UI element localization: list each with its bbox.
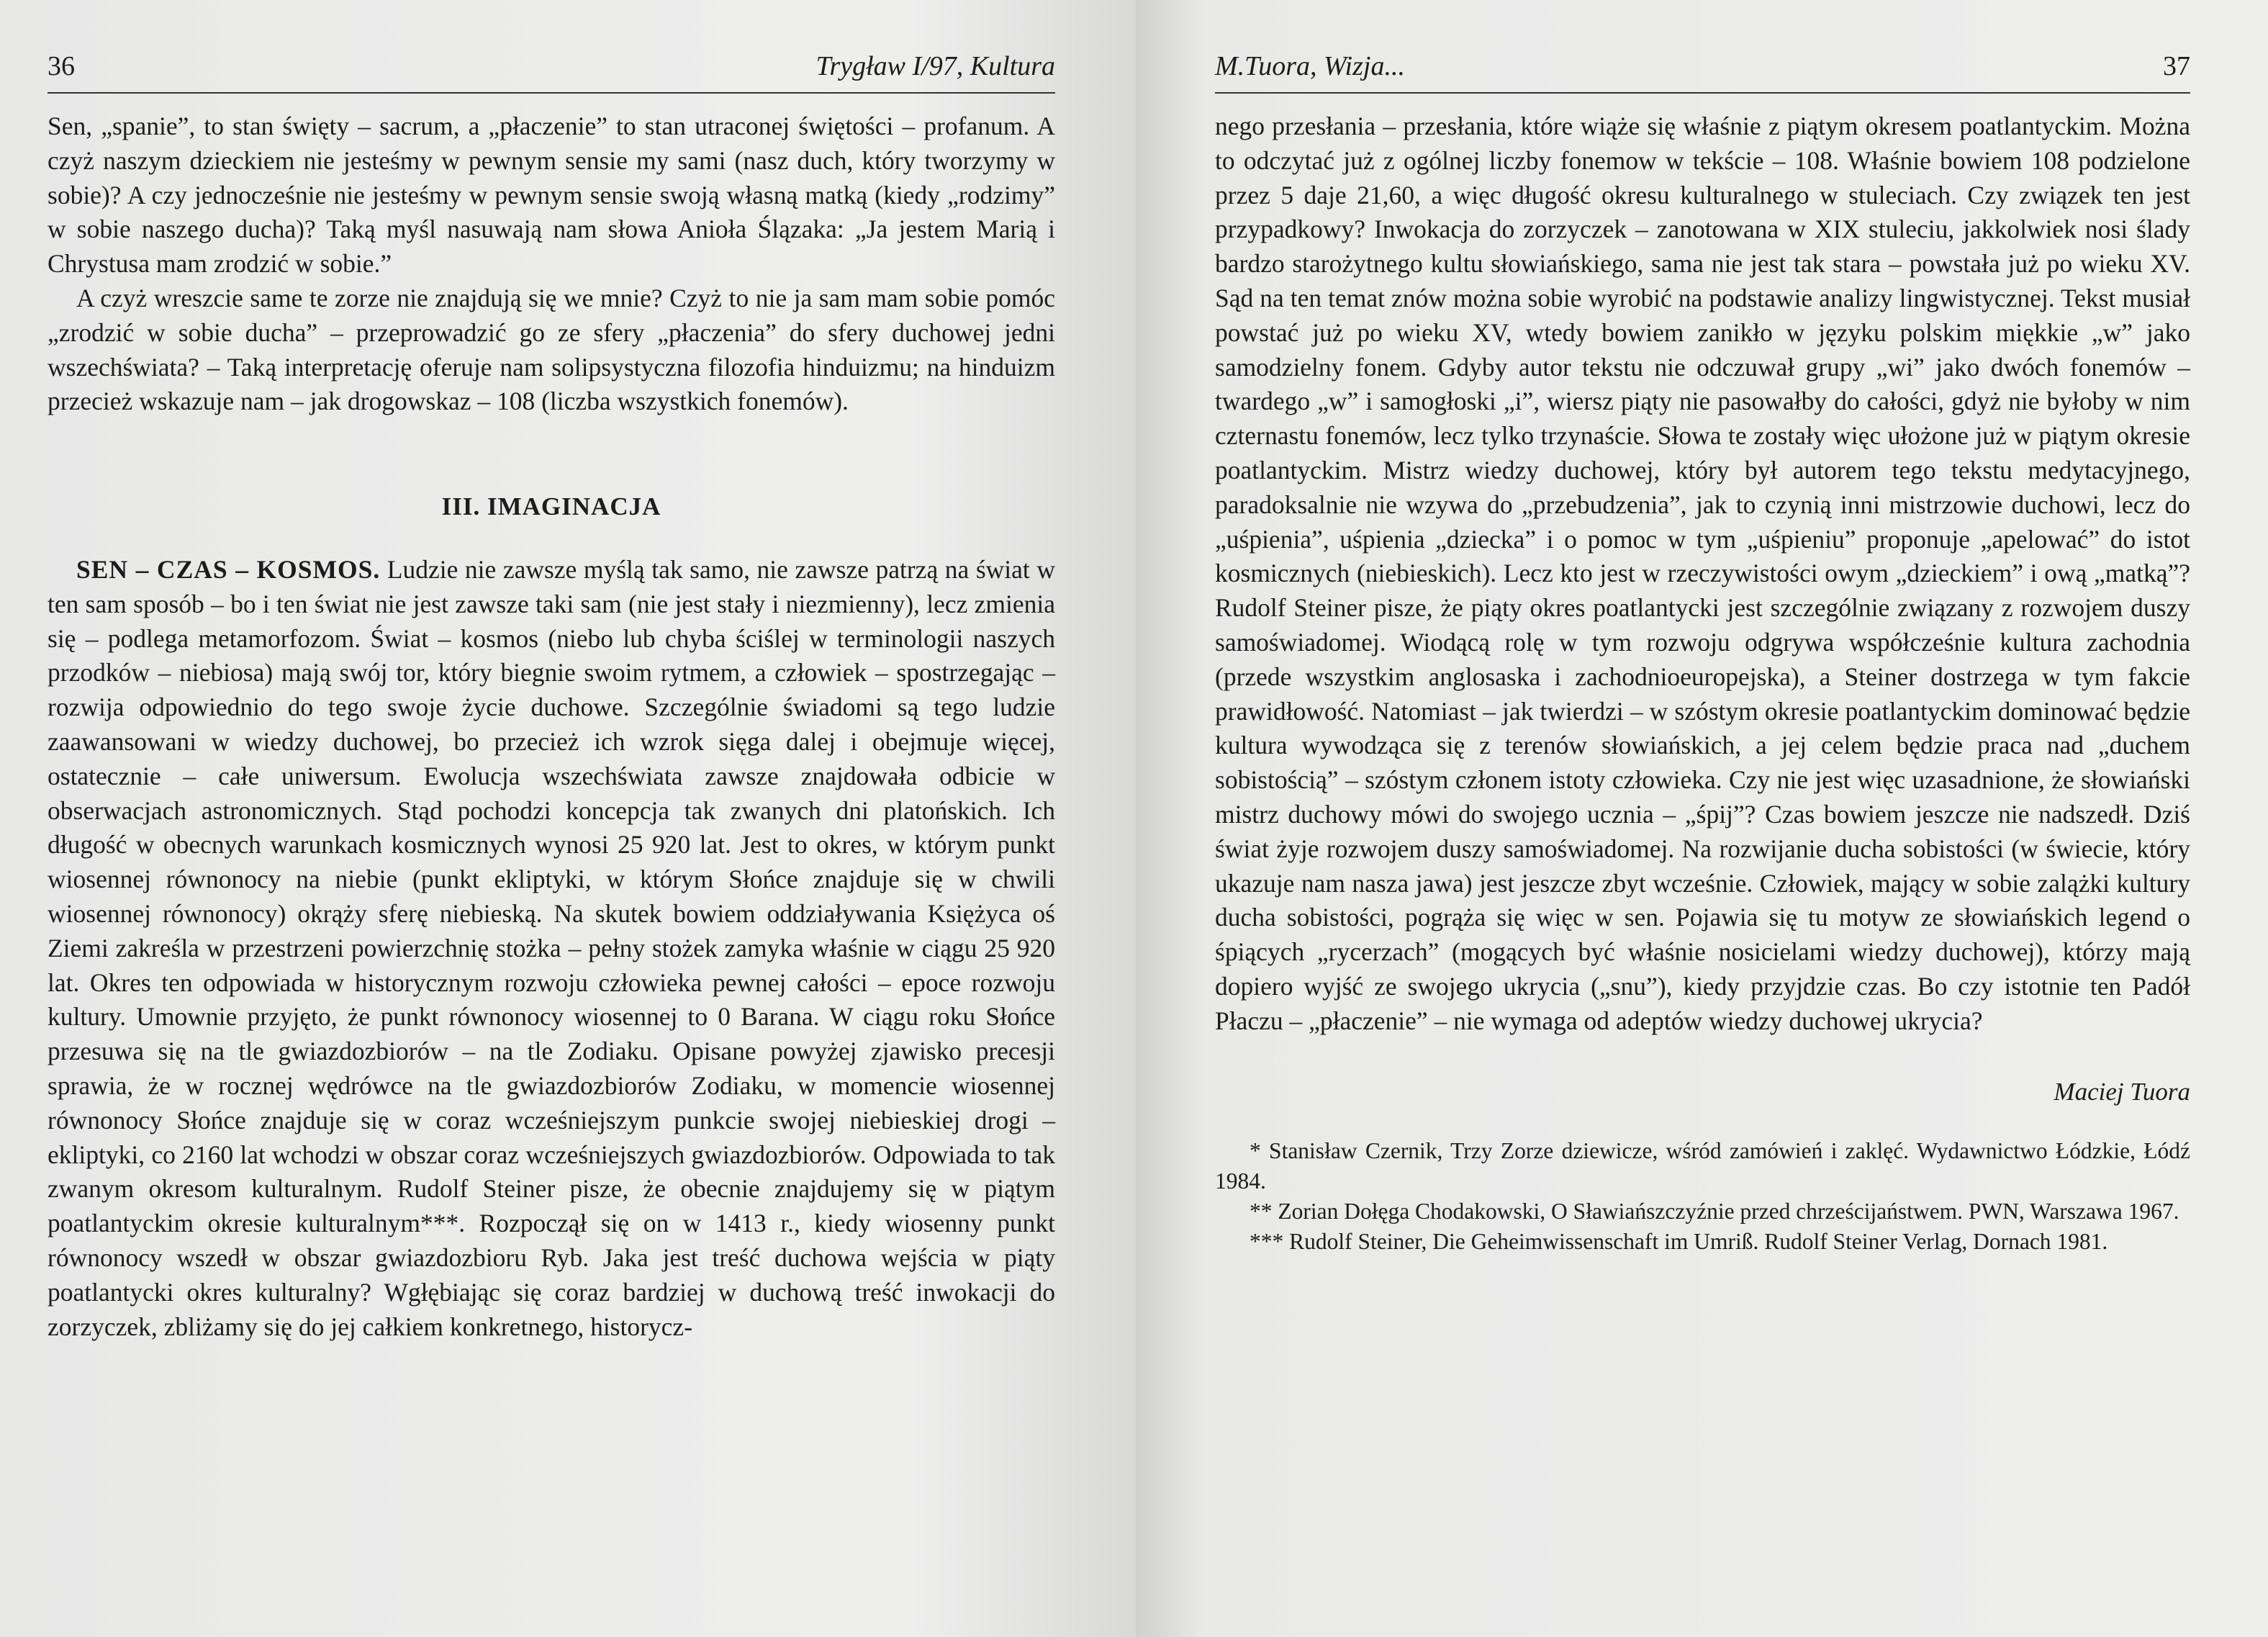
- footnote: ** Zorian Dołęga Chodakowski, O Sławiańszczyźnie przed chrześcijaństwem. PWN, Warszawa 1967.: [1250, 1199, 2179, 1225]
- right-body-text: [1215, 109, 2190, 1109]
- lead-in: SEN – CZAS – KOSMOS.: [76, 554, 381, 584]
- running-head-right: [1215, 50, 2190, 94]
- left-body-text: [48, 109, 1055, 1344]
- running-title-right: M.Tuora, Wizja...: [1215, 51, 1405, 81]
- footnote: *** Rudolf Steiner, Die Geheimwissenschaft im Umriß. Rudolf Steiner Verlag, Dornach 1981.: [1250, 1229, 2108, 1255]
- paragraph: nego przesłania – przesłania, które wiąże się właśnie z piątym okresem poatlantyckim. Można to odczytać już z ogólnej liczby fonemow w tekście – 108. Właśnie bowiem 108 podzielone przez 5 daje 21,60, a więc długość okresu kulturalnego w stuleciach. Czy związek ten jest przypadkowy? Inwokacja do zorzyczek – zanotowana w XIX stuleciu, jakkolwiek nosi ślady bardzo starożytnego kultu słowiańskiego, sama nie jest tak stara – powstała już po wieku XV. Sąd na ten temat znów można sobie wyrobić na podstawie analizy lingwistycznej. Tekst musiał powstać już po wieku XV, wtedy bowiem zanikło w języku polskim miękkie „w” jako samodzielny fonem. Gdyby autor tekstu nie odczuwał grupy „wi” jako dwóch fonemów – twardego „w” i samogłoski „i”, wiersz piąty nie pasowałby do całości, gdyż nie byłoby w nim czternastu fonemów, lecz tylko trzynaście. Słowa te zostały więc ułożone już w piątym okresie poatlantyckim. Mistrz wiedzy duchowej, który był autorem tego tekstu medytacyjnego, paradoksalnie nie wzywa do „przebudzenia”, jak to czynią inni mistrzowie duchowi, lecz do „uśpienia”, uśpienia „dziecka” i o pomoc w tym „uśpieniu” proponuje „apelować” do istot kosmicznych (niebieskich). Lecz kto jest w rzeczywistości owym „dzieckiem” i ową „matką”? Rudolf Steiner pisze, że piąty okres poatlantycki jest szczególnie związany z rozwojem duszy samoświadomej. Wiodącą rolę w tym rozwoju odgrywa współcześnie kultura zachodnia (przede wszystkim anglosaska i zachodnioeuropejska), a Steiner dostrzega w tym fakcie prawidłowość. Natomiast – jak twierdzi – w szóstym okresie poatlantyckim dominować będzie kultura wywodząca się z terenów słowiańskich, a jej celem będzie praca nad „duchem sobistością” – szóstym członem istoty człowieka. Czy nie jest więc uzasadnione, że słowiański mistrz duchowy mówi do swojego ucznia – „śpij”? Czas bowiem jeszcze nie nadszedł. Dziś świat żyje rozwojem duszy samoświadomej. Na rozwijanie ducha sobistości (w świecie, który ukazuje nam nasza jawa) jest jeszcze zbyt wcześnie. Człowiek, mający w sobie zalążki kultury ducha sobistości, pogrąża się więc w sen. Pojawia się tu motyw ze słowiańskich legend o śpiących „rycerzach” (mogących być właśnie nosicielami wiedzy duchowej), którzy mają dopiero wyjść ze swojego ukrycia („snu”), kiedy przyjdzie czas. Bo czy istotnie ten Padół Płaczu – „płaczenie” – nie wymaga od adeptów wiedzy duchowej ukrycia?: [1215, 112, 2190, 1035]
- paragraph: [48, 553, 1055, 1344]
- page-number-left: 36: [48, 51, 75, 81]
- paragraph-body: Ludzie nie zawsze myślą tak samo, nie zawsze patrzą na świat w ten sam sposób – bo i ten świat nie jest zawsze taki sam (nie jest stały i niezmienny), lecz zmienia się – podlega metamorfozom. Świat – kosmos (niebo lub chyba ściślej w terminologii naszych przodków – niebiosa) mają swój tor, który biegnie swoim rytmem, a człowiek – spostrzegając – rozwija odpowiednio do tego swoje życie duchowe. Szczególnie świadomi są tego ludzie zaawansowani w wiedzy duchowej, bo przecież ich wzrok sięga dalej i obejmuje więcej, ostatecznie – całe uniwersum. Ewolucja wszechświata zawsze znajdowała odbicie w obserwacjach astronomicznych. Stąd pochodzi koncepcja tak zwanych dni platońskich. Ich długość w obecnych warunkach kosmicznych wynosi 25 920 lat. Jest to okres, w którym punkt wiosennej równonocy na niebie (punkt ekliptyki, w którym Słońce znajduje się w chwili wiosennej równonocy) okrąży sferę niebieską. Na skutek bowiem oddziaływania Księżyca oś Ziemi zakreśla w przestrzeni powierzchnię stożka – pełny stożek zamyka właśnie w ciągu 25 920 lat. Okres ten odpowiada w historycznym rozwoju człowieka pewnej całości – epoce rozwoju kultury. Umownie przyjęto, że punkt równonocy wiosennej to 0 Barana. W ciągu roku Słońce przesuwa się na tle gwiazdozbiorów – na tle Zodiaku. Opisane powyżej zjawisko precesji sprawia, że w rocznej wędrówce na tle gwiazdozbiorów Zodiaku, w momencie wiosennej równonocy Słońce znajduje się w coraz wcześniejszym punkcie swojej niebieskiej drogi – ekliptyki, co 2160 lat wchodzi w obszar coraz wcześniejszych gwiazdozbiorów. Odpowiada to tak zwanym okresom kulturalnym. Rudolf Steiner pisze, że obecnie znajdujemy się w piątym poatlantyckim okresie kulturalnym***. Rozpoczął się on w 1413 r., kiedy wiosenny punkt równonocy wszedł w obszar gwiazdozbioru Ryb. Jaka jest treść duchowa wejścia w piąty poatlantycki okres kulturalny? Wgłębiając się coraz bardziej w duchową treść inwokacji do zorzyczek, zbliżamy się do jej całkiem konkretnego, historycz-: [48, 554, 1055, 1341]
- paragraph: A czyż wreszcie same te zorze nie znajdują się we mnie? Czyż to nie ja sam mam sobie pomóc „zrodzić w sobie ducha” – przeprowadzić go ze sfery „płaczenia” do sfery duchowej jedni wszechświata? – Taką interpretację oferuje nam solipsystyczna filozofia hinduizmu; na hinduizm przecież wskazuje nam – jak drogowskaz – 108 (liczba wszystkich fonemów).: [48, 283, 1055, 416]
- running-title-left: Trygław I/97, Kultura: [816, 51, 1055, 81]
- running-head-left: [48, 50, 1055, 94]
- paragraph: Sen, „spanie”, to stan święty – sacrum, a „płaczenie” to stan utraconej świętości – profanum. A czyż naszym dzieckiem nie jesteśmy w pewnym sensie my sami (nasz duch, który tworzymy w sobie)? A czy jednocześnie nie jesteśmy w pewnym sensie swoją własną matką (kiedy „rodzimy” w sobie naszego ducha)? Taką myśl nasuwają nam słowa Anioła Ślązaka: „Ja jestem Marią i Chrystusa mam zrodzić w sobie.”: [48, 112, 1055, 279]
- author-signature: Maciej Tuora: [2054, 1077, 2190, 1106]
- footnote: * Stanisław Czernik, Trzy Zorze dziewicze, wśród zamówień i zaklęć. Wydawnictwo Łódzkie, Łódź 1984.: [1215, 1138, 2190, 1194]
- page-number-right: 37: [2163, 51, 2190, 81]
- right-page: [1136, 0, 2268, 1637]
- footnotes: [1215, 1136, 2190, 1257]
- section-heading: III. IMAGINACJA: [441, 492, 661, 521]
